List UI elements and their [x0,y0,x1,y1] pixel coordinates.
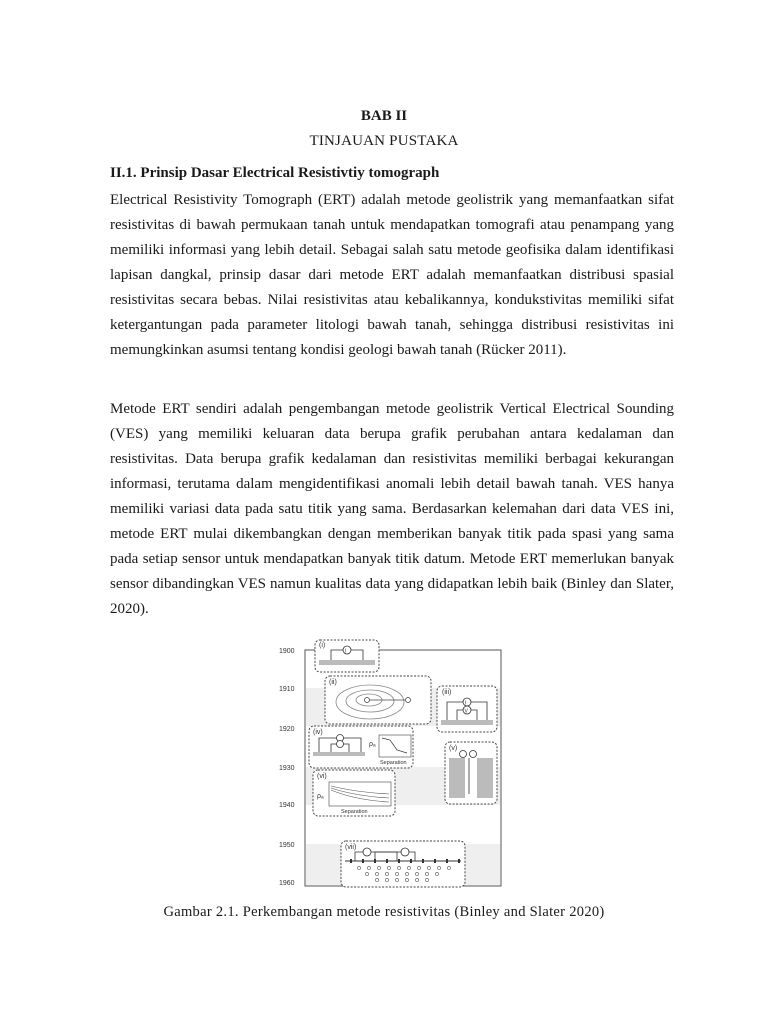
rho-label: ρₐ [317,793,324,800]
year-label: 1930 [279,765,295,772]
panel-vii [341,841,465,887]
rho-label: ρₐ [369,741,376,748]
panel-label: (v) [449,745,458,752]
paragraph-2: Metode ERT sendiri adalah pengembangan metode geolistrik Vertical Electrical Sounding (VES) yang memiliki keluaran data berupa grafik perubahan antara kedalaman dan resistivitas. Data berupa grafik kedalaman dan resistivitas memiliki berbagai kekurangan informasi, terutama dalam mengidentifikasi anomali lebih detail bawah tanah. VES hanya memiliki variasi data pada satu titik yang sama. Berdasarkan kelemahan dari data VES ini, metode ERT mulai dikembangkan dengan memberikan banyak titik pada spasi yang sama pada setiap sensor untuk mendapatkan banyak titik datum. Metode ERT memerlukan banyak sensor dibandingkan VES namun kualitas data yang didapatkan lebih baik (Binley dan Slater, 2020). [110,401,674,617]
year-label: 1960 [279,880,295,887]
meter-icon [470,751,477,758]
meter-icon [401,848,409,856]
year-label: 1950 [279,842,295,849]
meter-label: I [465,700,467,707]
separation-label: Separation [341,809,368,815]
year-label: 1920 [279,726,295,733]
ground-layer [441,720,493,725]
meter-icon [337,741,344,748]
figure-caption: Gambar 2.1. Perkembangan metode resistivitas (Binley and Slater 2020) [163,904,605,920]
ground-layer [313,752,365,756]
sounding-plot [329,782,391,806]
section-heading: II.1. Prinsip Dasar Electrical Resistivtiy tomograph [110,165,440,181]
separation-label: Separation [380,760,407,766]
ground-layer [319,660,375,665]
chapter-title: TINJAUAN PUSTAKA [309,133,459,149]
meter-label: I [345,648,347,655]
borehole-right [477,758,493,798]
year-label: 1900 [279,648,295,655]
year-label: 1910 [279,686,295,693]
meter-icon [363,848,371,856]
panel-label: (ii) [329,679,337,686]
paragraph-1: Electrical Resistivity Tomograph (ERT) adalah metode geolistrik yang memanfaatkan sifat resistivitas di bawah permukaan tanah untuk mendapatkan tomografi atau penampang yang memiliki informasi yang lebih detail. Sebagai salah satu metode geofisika dalam identifikasi lapisan dangkal, prinsip dasar dari metode ERT adalah memanfaatkan distribusi spasial resistivitas secara bebas. Nilai resistivitas atau kebalikannya, kondukstivitas memiliki sifat ketergantungan pada parameter litologi bawah tanah, sehingga distribusi resistivitas ini memungkinkan asumsi tentang kondisi geologi bawah tanah (Rücker 2011). [110,192,674,358]
year-label: 1940 [279,802,295,809]
meter-label: V [464,708,468,715]
panel-label: (iii) [442,689,452,696]
panel-label: (iv) [313,729,323,736]
panel-label: (vii) [345,844,357,851]
chapter-number: BAB II [360,108,408,124]
borehole-left [449,758,465,798]
panel-label: (vi) [317,773,327,780]
panel-label: (i) [319,642,326,649]
resistivity-timeline-figure [275,638,505,890]
meter-icon [460,751,467,758]
